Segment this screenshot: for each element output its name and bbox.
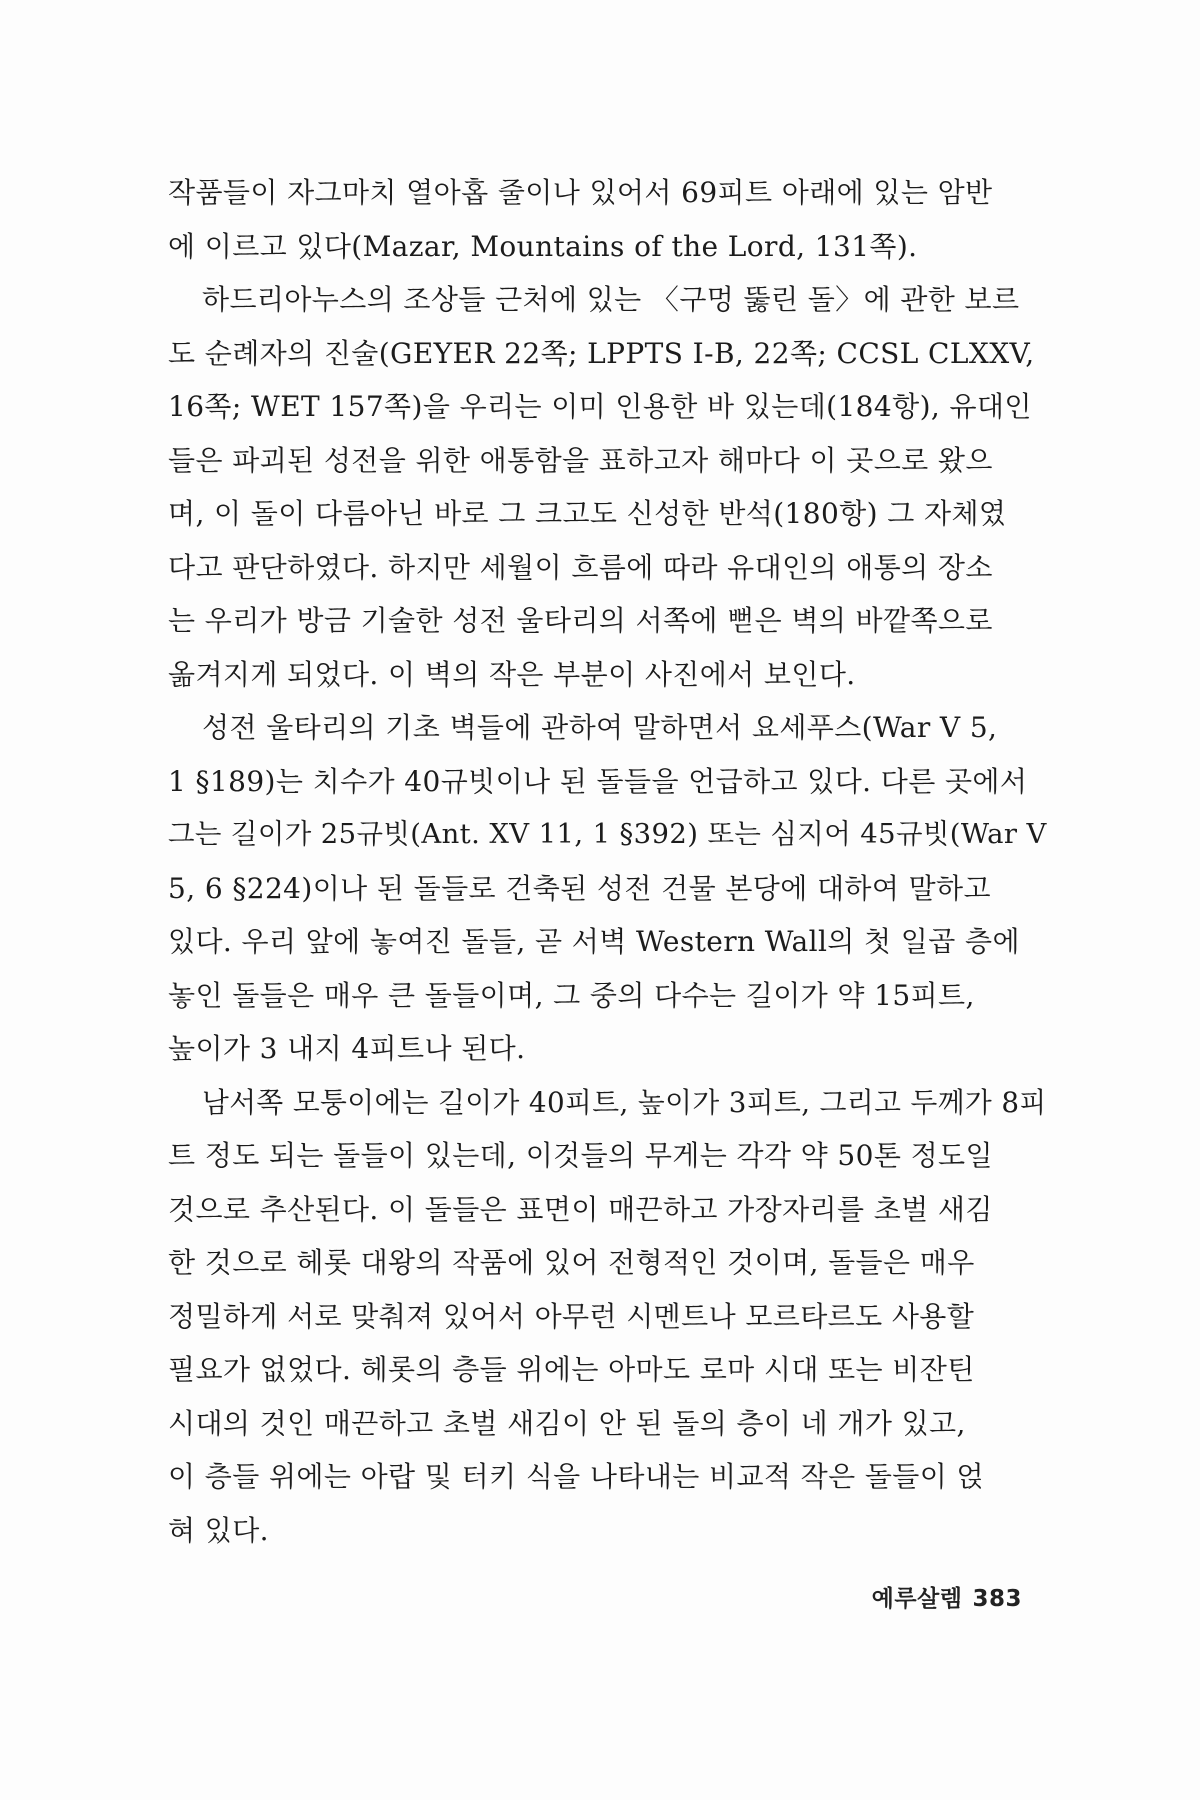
text-line: 남서쪽 모퉁이에는 길이가 40피트, 높이가 3피트, 그리고 두께가 8피 bbox=[202, 1085, 1047, 1119]
text-line: 는 우리가 방금 기술한 성전 울타리의 서쪽에 뻗은 벽의 바깥쪽으로 bbox=[168, 604, 993, 637]
paragraph bbox=[168, 701, 1053, 1076]
text-line: 트 정도 되는 돌들이 있는데, 이것들의 무게는 각각 약 50톤 정도일 bbox=[168, 1139, 993, 1172]
text-line: 높이가 3 내지 4피트나 된다. bbox=[168, 1032, 526, 1065]
text-line: 하드리아누스의 조상들 근처에 있는 〈구멍 뚫린 돌〉에 관한 보르 bbox=[202, 283, 1020, 316]
running-title: 예루살렘 bbox=[871, 1586, 963, 1612]
text-line: 혀 있다. bbox=[168, 1513, 269, 1547]
text-line: 있다. 우리 앞에 놓여진 돌들, 곧 서벽 Western Wall의 첫 일곱 층에 bbox=[168, 925, 1020, 958]
text-line: 에 이르고 있다(Mazar, Mountains of the Lord, 131쪽). bbox=[168, 229, 918, 263]
text-line: 정밀하게 서로 맞춰져 있어서 아무런 시멘트나 모르타르도 사용할 bbox=[168, 1299, 975, 1333]
text-line: 것으로 추산된다. 이 돌들은 표면이 매끈하고 가장자리를 초벌 새김 bbox=[168, 1192, 993, 1226]
text-line: 성전 울타리의 기초 벽들에 관하여 말하면서 요세푸스(War V 5, bbox=[202, 711, 998, 744]
text-line: 5, 6 §224)이나 된 돌들로 건축된 성전 건물 본당에 대하여 말하고 bbox=[168, 871, 991, 905]
text-line: 다고 판단하였다. 하지만 세월이 흐름에 따라 유대인의 애통의 장소 bbox=[168, 550, 993, 584]
text-line: 시대의 것인 매끈하고 초벌 새김이 안 된 돌의 층이 네 개가 있고, bbox=[168, 1406, 966, 1440]
text-line: 필요가 없었다. 헤롯의 층들 위에는 아마도 로마 시대 또는 비잔틴 bbox=[168, 1353, 975, 1386]
text-line: 한 것으로 헤롯 대왕의 작품에 있어 전형적인 것이며, 돌들은 매우 bbox=[168, 1246, 975, 1279]
text-line: 도 순례자의 진술(GEYER 22쪽; LPPTS I-B, 22쪽; CCSL CLXXV, bbox=[168, 336, 1035, 370]
text-line: 1 §189)는 치수가 40규빗이나 된 돌들을 언급하고 있다. 다른 곳에서 bbox=[168, 764, 1028, 798]
text-line: 옮겨지게 되었다. 이 벽의 작은 부분이 사진에서 보인다. bbox=[168, 657, 856, 691]
paragraph bbox=[168, 273, 1053, 701]
text-line: 16쪽; WET 157쪽)을 우리는 이미 인용한 바 있는데(184항), 유대인 bbox=[168, 390, 1032, 423]
page-footer bbox=[872, 1580, 1022, 1613]
page-number: 383 bbox=[972, 1586, 1022, 1612]
text-line: 며, 이 돌이 다름아닌 바로 그 크고도 신성한 반석(180항) 그 자체였 bbox=[168, 497, 1007, 530]
paragraph bbox=[168, 166, 1053, 273]
text-line: 들은 파괴된 성전을 위한 애통함을 표하고자 해마다 이 곳으로 왔으 bbox=[168, 443, 993, 477]
body-text bbox=[168, 166, 1053, 1557]
text-line: 그는 길이가 25규빗(Ant. XV 11, 1 §392) 또는 심지어 45규빗(War V bbox=[168, 819, 1047, 850]
text-line: 작품들이 자그마치 열아홉 줄이나 있어서 69피트 아래에 있는 암반 bbox=[168, 176, 993, 209]
text-line: 놓인 돌들은 매우 큰 돌들이며, 그 중의 다수는 길이가 약 15피트, bbox=[168, 978, 975, 1012]
text-line: 이 층들 위에는 아랍 및 터키 식을 나타내는 비교적 작은 돌들이 얹 bbox=[168, 1460, 984, 1493]
paragraph bbox=[168, 1076, 1053, 1558]
